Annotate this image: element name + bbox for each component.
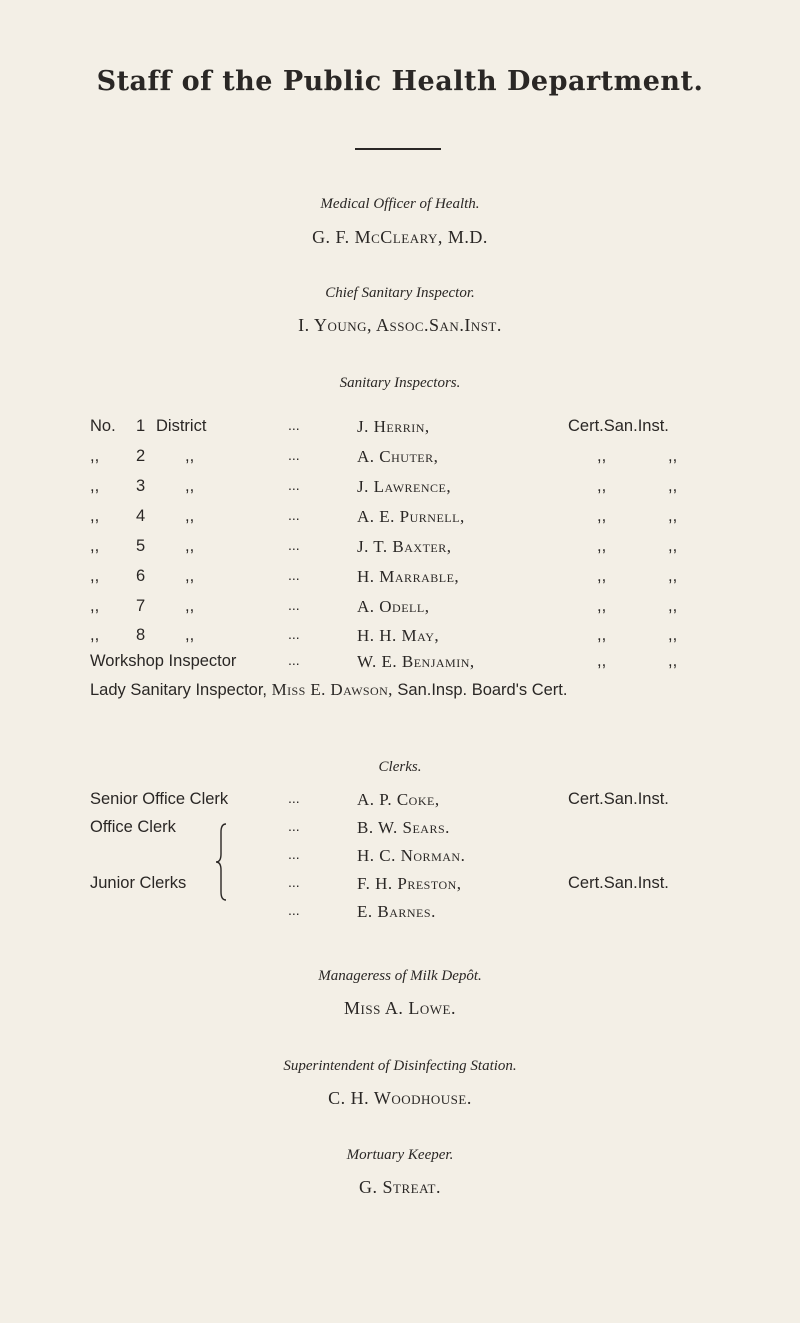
inspector-name: A. Chuter, [357,447,439,466]
inspector-name: J. Herrin, [357,417,430,436]
district-number: 5 [136,537,146,555]
leader-dots: ... [288,417,300,433]
title-divider [355,148,441,150]
ditto-mark: ,, [597,447,607,465]
sanitary-inspectors-heading: Sanitary Inspectors. [339,375,461,391]
ditto-mark: ,, [597,597,607,615]
milk-depot-heading: Manageress of Milk Depôt. [318,968,482,984]
lady-inspector-name: Miss E. Dawson, [271,680,393,699]
leader-dots: ... [288,507,300,523]
lady-inspector-label: Lady Sanitary Inspector, [90,681,268,699]
workshop-inspector-row [0,652,800,674]
inspector-row [0,417,800,439]
junior-clerk-name: E. Barnes. [357,902,436,921]
inspector-row [0,507,800,529]
ditto-mark: ,, [90,537,100,555]
ditto-mark: ,, [668,597,678,615]
ditto-mark: ,, [597,507,607,525]
clerk-row [0,846,800,868]
leader-dots: ... [288,537,300,553]
ditto-mark: ,, [597,537,607,555]
inspector-name: J. Lawrence, [357,477,452,496]
leader-dots: ... [288,902,300,918]
disinfecting-heading: Superintendent of Disinfecting Station. [283,1058,517,1074]
lady-inspector-cert: San.Insp. Board's Cert. [397,681,568,699]
certificate: Cert.San.Inst. [568,417,669,435]
ditto-mark: ,, [185,477,195,495]
leader-dots: ... [288,846,300,862]
inspector-row [0,597,800,619]
leader-dots: ... [288,477,300,493]
ditto-mark: ,, [668,477,678,495]
senior-clerk-label: Senior Office Clerk [90,790,229,808]
ditto-mark: ,, [90,477,100,495]
district-number: 3 [136,477,146,495]
inspector-row [0,567,800,589]
leader-dots: ... [288,652,300,668]
workshop-inspector-label: Workshop Inspector [90,652,237,670]
ditto-mark: ,, [185,567,195,585]
ditto-mark: ,, [90,507,100,525]
junior-clerks-label: Junior Clerks [90,874,187,892]
clerk-row [0,790,800,812]
inspector-row [0,626,800,648]
row-prefix: No. [90,417,116,435]
ditto-mark: ,, [668,652,678,670]
inspector-name: A. Odell, [357,597,430,616]
ditto-mark: ,, [597,477,607,495]
clerks-heading: Clerks. [378,759,422,775]
inspector-row [0,447,800,469]
ditto-mark: ,, [597,567,607,585]
ditto-mark: ,, [90,626,100,644]
mortuary-name: G. Streat. [359,1177,441,1197]
clerk-row [0,818,800,840]
leader-dots: ... [288,567,300,583]
ditto-mark: ,, [597,626,607,644]
ditto-mark: ,, [668,507,678,525]
district-number: 4 [136,507,146,525]
ditto-mark: ,, [668,537,678,555]
inspector-row [0,477,800,499]
office-clerk-label: Office Clerk [90,818,176,836]
mortuary-heading: Mortuary Keeper. [346,1147,454,1163]
medical-officer-heading: Medical Officer of Health. [320,196,480,212]
chief-inspector-name: I. Young, Assoc.San.Inst. [298,315,502,335]
ditto-mark: ,, [90,597,100,615]
district-label: District [156,417,207,435]
leader-dots: ... [288,790,300,806]
leader-dots: ... [288,597,300,613]
ditto-mark: ,, [185,447,195,465]
ditto-mark: ,, [668,567,678,585]
inspector-name: H. H. May, [357,626,440,645]
medical-officer-name: G. F. McCleary, M.D. [312,227,488,247]
district-number: 2 [136,447,146,465]
inspector-name: A. E. Purnell, [357,507,465,526]
leader-dots: ... [288,874,300,890]
ditto-mark: ,, [185,626,195,644]
certificate: Cert.San.Inst. [568,874,669,892]
ditto-mark: ,, [185,597,195,615]
ditto-mark: ,, [597,652,607,670]
district-number: 8 [136,626,146,644]
inspector-name: J. T. Baxter, [357,537,452,556]
ditto-mark: ,, [185,507,195,525]
district-number: 1 [136,417,146,435]
ditto-mark: ,, [668,447,678,465]
ditto-mark: ,, [668,626,678,644]
district-number: 7 [136,597,146,615]
lady-inspector-row [90,680,730,700]
chief-inspector-heading: Chief Sanitary Inspector. [325,285,475,301]
district-number: 6 [136,567,146,585]
page-title: Staff of the Public Health Department. [96,66,704,97]
senior-clerk-name: A. P. Coke, [357,790,440,809]
ditto-mark: ,, [90,447,100,465]
clerk-row [0,902,800,924]
leader-dots: ... [288,818,300,834]
disinfecting-name: C. H. Woodhouse. [328,1088,472,1108]
certificate: Cert.San.Inst. [568,790,669,808]
office-clerk-name: B. W. Sears. [357,818,450,837]
milk-depot-name: Miss A. Lowe. [344,998,456,1018]
inspector-row [0,537,800,559]
leader-dots: ... [288,447,300,463]
ditto-mark: ,, [185,537,195,555]
junior-clerk-name: H. C. Norman. [357,846,466,865]
junior-clerk-name: F. H. Preston, [357,874,462,893]
inspector-name: H. Marrable, [357,567,460,586]
leader-dots: ... [288,626,300,642]
ditto-mark: ,, [90,567,100,585]
workshop-inspector-name: W. E. Benjamin, [357,652,475,671]
clerk-row [0,874,800,896]
